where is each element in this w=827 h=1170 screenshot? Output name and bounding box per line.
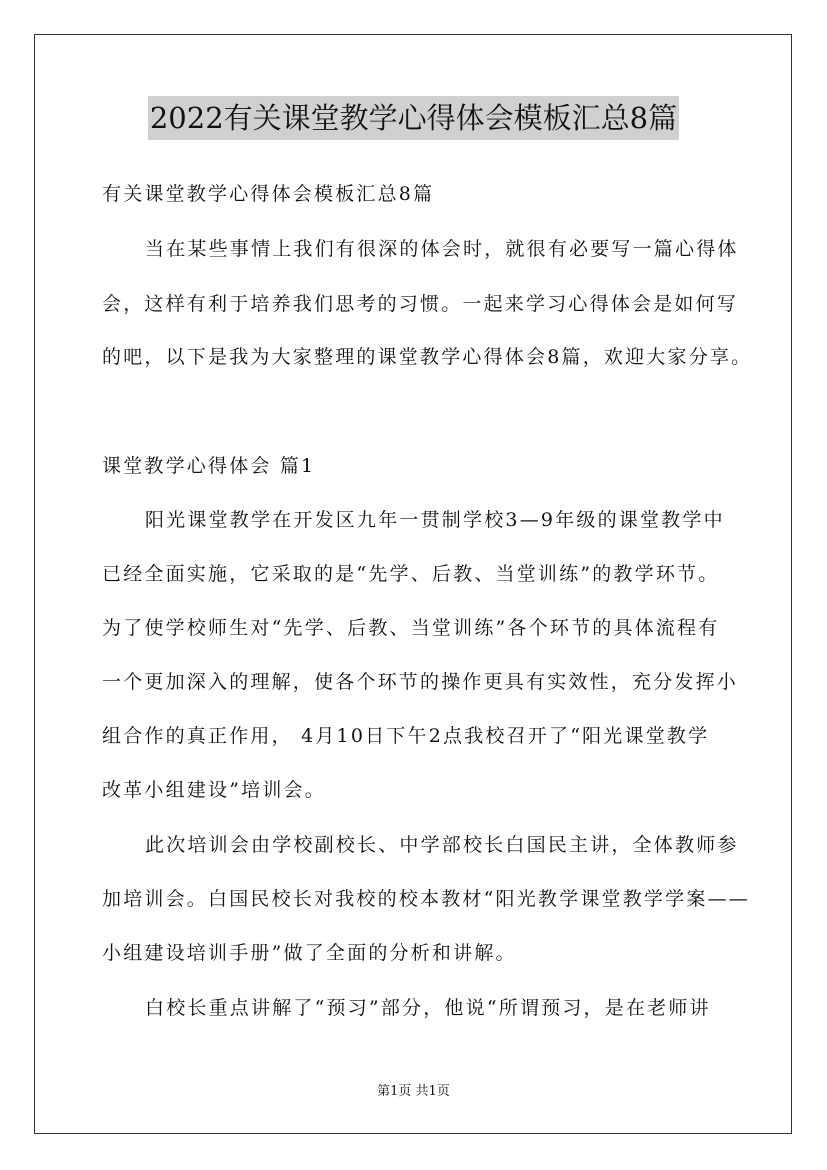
section-heading: 课堂教学心得体会 篇1	[102, 455, 316, 477]
document-title: 2022有关课堂教学心得体会模板汇总8篇	[148, 96, 679, 140]
paragraph-line: 此次培训会由学校副校长、中学部校长白国民主讲，全体教师参	[145, 834, 739, 856]
paragraph-line: 加培训会。白国民校长对我校的校本教材“阳光教学课堂教学学案——	[102, 888, 750, 910]
paragraph-line: 会，这样有利于培养我们思考的习惯。一起来学习心得体会是如何写	[102, 293, 739, 315]
paragraph-line: 白校长重点讲解了“预习”部分，他说“所谓预习，是在老师讲	[145, 997, 711, 1019]
paragraph-line: 阳光课堂教学在开发区九年一贯制学校3—9年级的课堂教学中	[145, 509, 725, 531]
paragraph-line: 为了使学校师生对“先学、后教、当堂训练”各个环节的具体流程有	[102, 617, 720, 639]
paragraph-line: 当在某些事情上我们有很深的体会时，就很有必要写一篇心得体	[145, 238, 739, 260]
paragraph-line: 小组建设培训手册”做了全面的分析和讲解。	[102, 942, 517, 964]
paragraph-line: 一个更加深入的理解，使各个环节的操作更具有实效性，充分发挥小	[102, 671, 739, 693]
paragraph-line: 组合作的真正作用， 4月10日下午2点我校召开了“阳光课堂教学	[102, 725, 710, 747]
paragraph-line: 改革小组建设”培训会。	[102, 779, 326, 801]
title-container	[0, 96, 827, 140]
paragraph-line: 已经全面实施，它采取的是“先学、后教、当堂训练”的教学环节。	[102, 563, 720, 585]
paragraph-line: 的吧，以下是我为大家整理的课堂教学心得体会8篇，欢迎大家分享。	[102, 346, 753, 368]
subtitle-line: 有关课堂教学心得体会模板汇总8篇	[102, 183, 435, 205]
page-footer: 第1页 共1页	[377, 1084, 450, 1099]
